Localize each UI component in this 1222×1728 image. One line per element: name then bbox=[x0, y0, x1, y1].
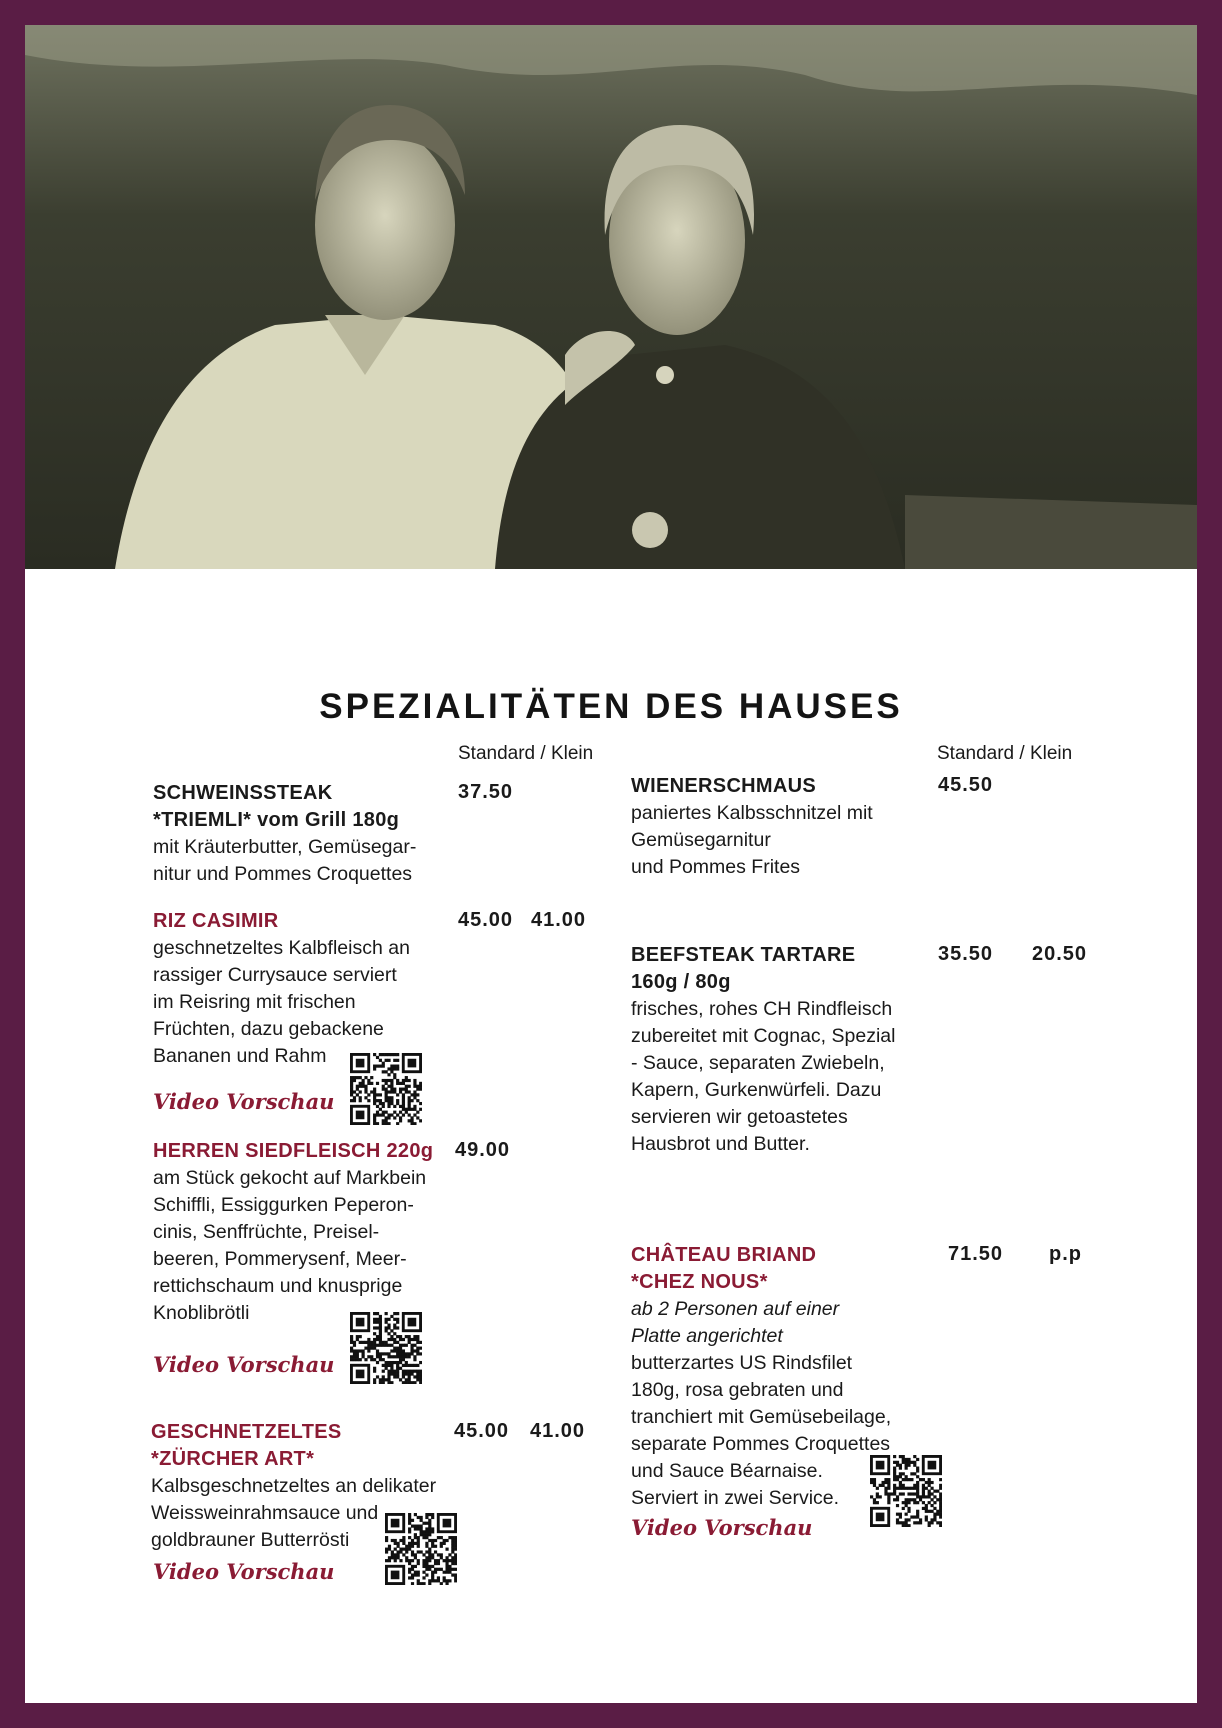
item-name-line: GESCHNETZELTES bbox=[151, 1421, 342, 1443]
price-standard: 45.50 bbox=[938, 774, 994, 796]
desc-line: Serviert in zwei Service. bbox=[631, 1487, 840, 1509]
desc-line: Bananen und Rahm bbox=[153, 1045, 327, 1067]
desc-line: im Reisring mit frischen bbox=[153, 991, 356, 1013]
video-preview-link[interactable]: Video Vorschau bbox=[153, 1089, 335, 1114]
price-small: 20.50 bbox=[1032, 943, 1088, 965]
item-riz-casimir-desc bbox=[153, 935, 410, 1070]
desc-line: servieren wir getoastetes bbox=[631, 1106, 848, 1128]
item-name-line: *TRIEMLI* vom Grill 180g bbox=[153, 809, 400, 831]
price-standard: 71.50 bbox=[948, 1243, 1004, 1265]
qr-code-icon[interactable] bbox=[385, 1513, 457, 1585]
qr-code-icon[interactable] bbox=[350, 1053, 422, 1125]
desc-line: am Stück gekocht auf Markbein bbox=[153, 1167, 427, 1189]
desc-line: goldbrauner Butterrösti bbox=[151, 1529, 350, 1551]
item-wienerschmaus-desc bbox=[631, 800, 873, 881]
desc-line: - Sauce, separaten Zwiebeln, bbox=[631, 1052, 885, 1074]
desc-line: Hausbrot und Butter. bbox=[631, 1133, 810, 1155]
desc-line: frisches, rohes CH Rindfleisch bbox=[631, 998, 893, 1020]
qr-code-icon[interactable] bbox=[870, 1455, 942, 1527]
desc-line: und Sauce Béarnaise. bbox=[631, 1460, 823, 1482]
item-tartare-desc bbox=[631, 996, 895, 1158]
video-preview-link[interactable]: Video Vorschau bbox=[153, 1559, 335, 1584]
desc-line-italic: Platte angerichtet bbox=[631, 1325, 783, 1347]
item-name-line: BEEFSTEAK TARTARE bbox=[631, 944, 856, 966]
qr-code-icon[interactable] bbox=[350, 1312, 422, 1384]
desc-line: Knoblibrötli bbox=[153, 1302, 250, 1324]
item-chateau-name bbox=[631, 1242, 816, 1296]
price-standard: 45.00 bbox=[458, 909, 514, 931]
desc-line: separate Pommes Croquettes bbox=[631, 1433, 891, 1455]
item-tartare-name bbox=[631, 942, 855, 996]
desc-line: Schiffli, Essiggurken Peperon- bbox=[153, 1194, 414, 1216]
item-riz-casimir-name: RIZ CASIMIR bbox=[153, 910, 279, 932]
price-standard: 49.00 bbox=[455, 1139, 511, 1161]
desc-line: cinis, Senffrüchte, Preisel- bbox=[153, 1221, 380, 1243]
item-schweinssteak-name bbox=[153, 780, 399, 834]
desc-line: mit Kräuterbutter, Gemüsegar- bbox=[153, 836, 417, 858]
item-siedfleisch-name: HERREN SIEDFLEISCH 220g bbox=[153, 1140, 434, 1162]
desc-line: rassiger Currysauce serviert bbox=[153, 964, 397, 986]
price-standard: 37.50 bbox=[458, 781, 514, 803]
price-standard: 35.50 bbox=[938, 943, 994, 965]
item-name-line: *CHEZ NOUS* bbox=[631, 1271, 768, 1293]
desc-line: beeren, Pommerysenf, Meer- bbox=[153, 1248, 407, 1270]
desc-line: und Pommes Frites bbox=[631, 856, 801, 878]
desc-line: Kapern, Gurkenwürfeli. Dazu bbox=[631, 1079, 882, 1101]
desc-line: butterzartes US Rindsfilet bbox=[631, 1352, 853, 1374]
desc-line: Gemüsegarnitur bbox=[631, 829, 771, 851]
video-preview-link[interactable]: Video Vorschau bbox=[153, 1352, 335, 1377]
desc-line: Früchten, dazu gebackene bbox=[153, 1018, 384, 1040]
desc-line-italic: ab 2 Personen auf einer bbox=[631, 1298, 840, 1320]
price-unit: p.p bbox=[1049, 1243, 1082, 1265]
page-title: SPEZIALITÄTEN DES HAUSES bbox=[319, 687, 903, 726]
desc-line: tranchiert mit Gemüsebeilage, bbox=[631, 1406, 892, 1428]
price-standard: 45.00 bbox=[454, 1420, 510, 1442]
item-siedfleisch-desc bbox=[153, 1165, 426, 1327]
price-header-left: Standard / Klein bbox=[458, 743, 594, 764]
price-small: 41.00 bbox=[530, 1420, 586, 1442]
desc-line: nitur und Pommes Croquettes bbox=[153, 863, 413, 885]
item-geschnetzeltes-name bbox=[151, 1419, 342, 1473]
desc-line: rettichschaum und knusprige bbox=[153, 1275, 403, 1297]
item-name-line: 160g / 80g bbox=[631, 971, 731, 993]
item-chateau-desc bbox=[631, 1296, 891, 1512]
desc-line: 180g, rosa gebraten und bbox=[631, 1379, 844, 1401]
menu-page bbox=[25, 25, 1197, 1703]
desc-line: geschnetzeltes Kalbfleisch an bbox=[153, 937, 410, 959]
desc-line: Kalbsgeschnetzeltes an delikater bbox=[151, 1475, 437, 1497]
item-name-line: *ZÜRCHER ART* bbox=[151, 1448, 315, 1470]
video-preview-link[interactable]: Video Vorschau bbox=[631, 1515, 813, 1540]
price-header-right: Standard / Klein bbox=[937, 743, 1073, 764]
desc-line: paniertes Kalbsschnitzel mit bbox=[631, 802, 873, 824]
item-name-line: CHÂTEAU BRIAND bbox=[631, 1244, 817, 1266]
desc-line: Weissweinrahmsauce und bbox=[151, 1502, 379, 1524]
price-small: 41.00 bbox=[531, 909, 587, 931]
photo-illustration bbox=[25, 25, 1197, 569]
vintage-photo bbox=[25, 25, 1197, 569]
desc-line: zubereitet mit Cognac, Spezial bbox=[631, 1025, 896, 1047]
item-name-line: SCHWEINSSTEAK bbox=[153, 782, 333, 804]
item-schweinssteak-desc bbox=[153, 834, 416, 888]
item-wienerschmaus-name: WIENERSCHMAUS bbox=[631, 775, 817, 797]
